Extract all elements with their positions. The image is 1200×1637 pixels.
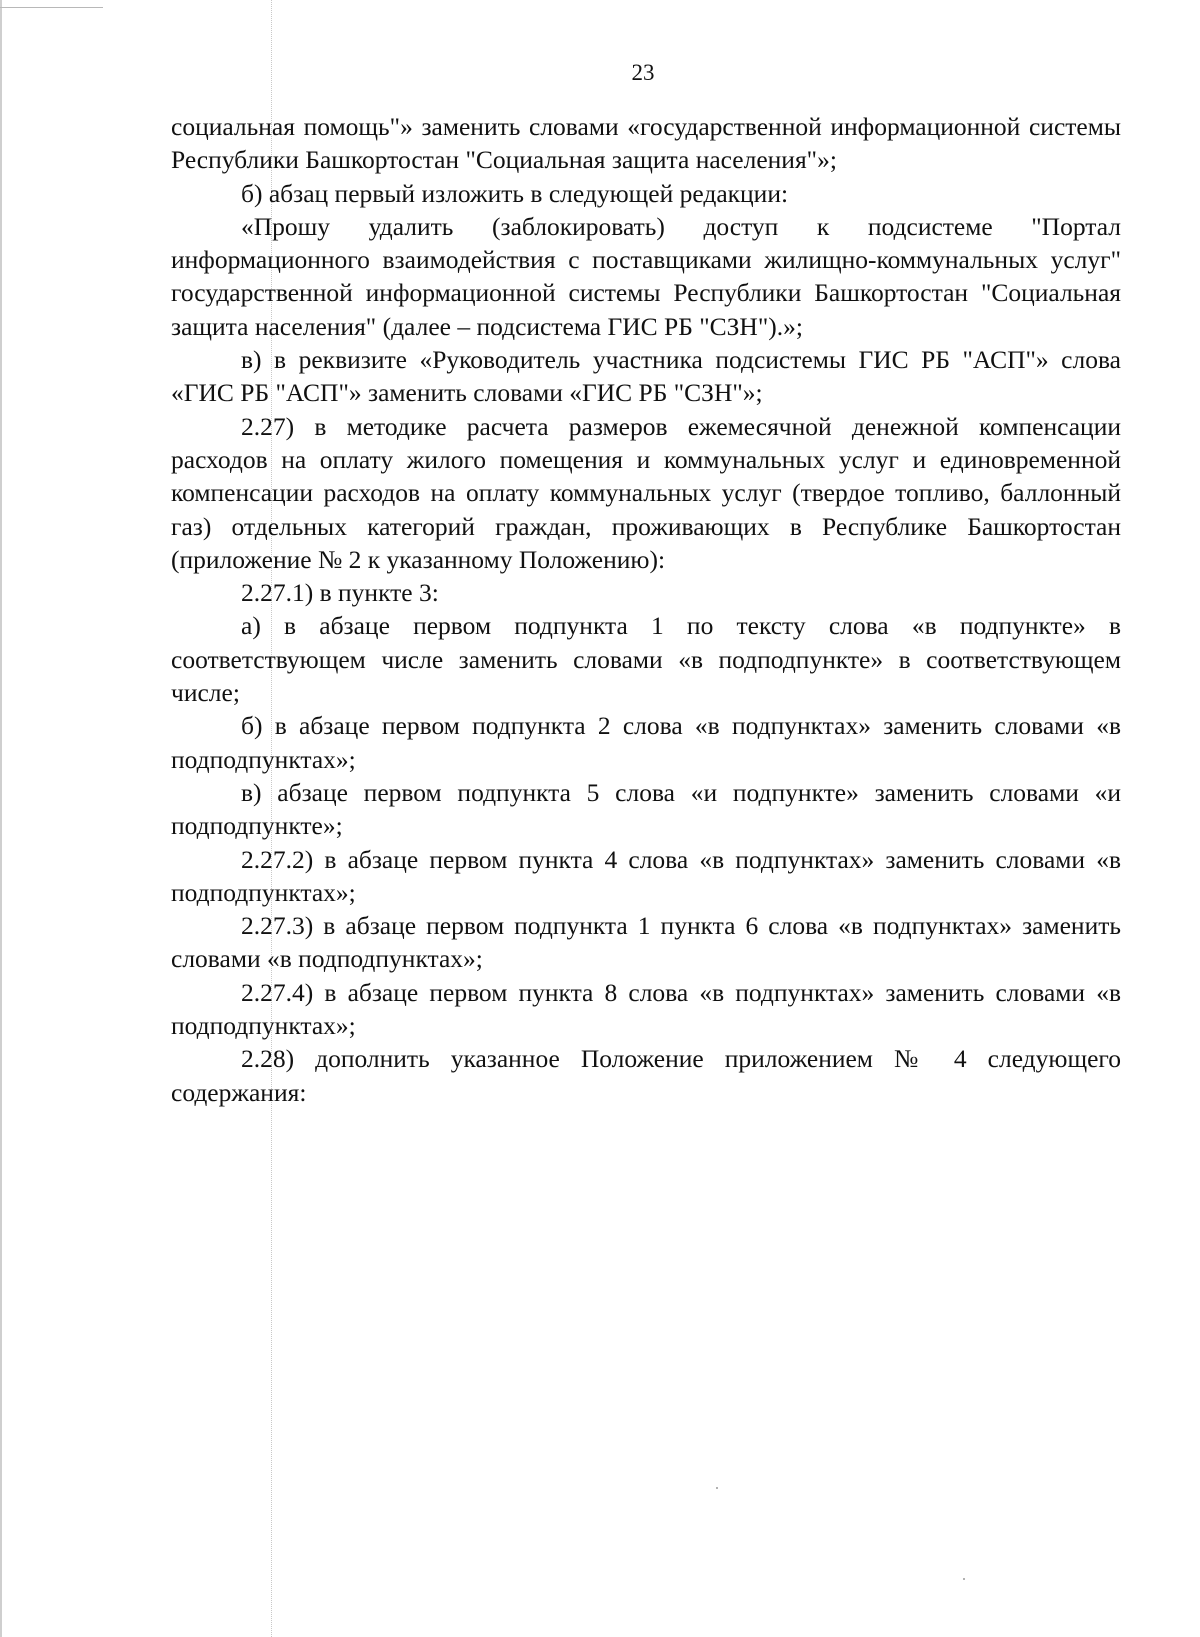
document-body (171, 110, 1121, 1109)
page-number: 23 (631, 60, 655, 85)
scan-edge (0, 0, 2, 1637)
scan-speck (716, 1487, 718, 1489)
paragraph-2-28: 2.28) дополнить указанное Положение приложением № 4 следующего содержания: (171, 1044, 1121, 1107)
paragraph-b: б) абзац первый изложить в следующей редакции: (241, 178, 789, 208)
paragraph-2-27: 2.27) в методике расчета размеров ежемесячной денежной компенсации расходов на оплату жилого помещения и коммунальных услуг и единовременной компенсации расходов на оплату коммунальных услуг (твердое топливо, баллонный газ) отдельных категорий граждан, проживающих в Республике Башкортостан (приложение № 2 к указанному Положению): (171, 411, 1121, 574)
paragraph-v: в) в реквизите «Руководитель участника подсистемы ГИС РБ "АСП"» слова «ГИС РБ "АСП"» заменить словами «ГИС РБ "СЗН"»; (171, 345, 1121, 408)
paragraph-2-27-2: 2.27.2) в абзаце первом пункта 4 слова «в подпунктах» заменить словами «в подподпунктах»; (171, 844, 1121, 907)
scan-speck (963, 1578, 965, 1580)
paragraph-quote: «Прошу удалить (заблокировать) доступ к подсистеме "Портал информационного взаимодействия с поставщиками жилищно-коммунальных услуг" государственной информационной системы Республики Башкортостан "Социальная защита населения" (далее – подсистема ГИС РБ "СЗН").»; (171, 211, 1121, 341)
paragraph-2-27-1-b: б) в абзаце первом подпункта 2 слова «в подпунктах» заменить словами «в подподпунктах»; (171, 711, 1121, 774)
paragraph-2-27-1: 2.27.1) в пункте 3: (241, 578, 439, 608)
paragraph-continuation: социальная помощь"» заменить словами «государственной информационной системы Республики Башкортостан "Социальная защита населения"»; (171, 112, 1121, 175)
paragraph-2-27-1-v: в) абзаце первом подпункта 5 слова «и подпункте» заменить словами «и подподпункте»; (171, 777, 1121, 841)
paragraph-2-27-3: 2.27.3) в абзаце первом подпункта 1 пункта 6 слова «в подпунктах» заменить словами «в подподпунктах»; (171, 911, 1121, 974)
paragraph-2-27-4: 2.27.4) в абзаце первом пункта 8 слова «в подпунктах» заменить словами «в подподпунктах»; (171, 977, 1121, 1041)
scan-artifact-line (0, 7, 103, 8)
paragraph-2-27-1-a: а) в абзаце первом подпункта 1 по тексту слова «в подпункте» в соответствующем числе заменить словами «в подподпункте» в соответствующем числе; (171, 611, 1121, 708)
